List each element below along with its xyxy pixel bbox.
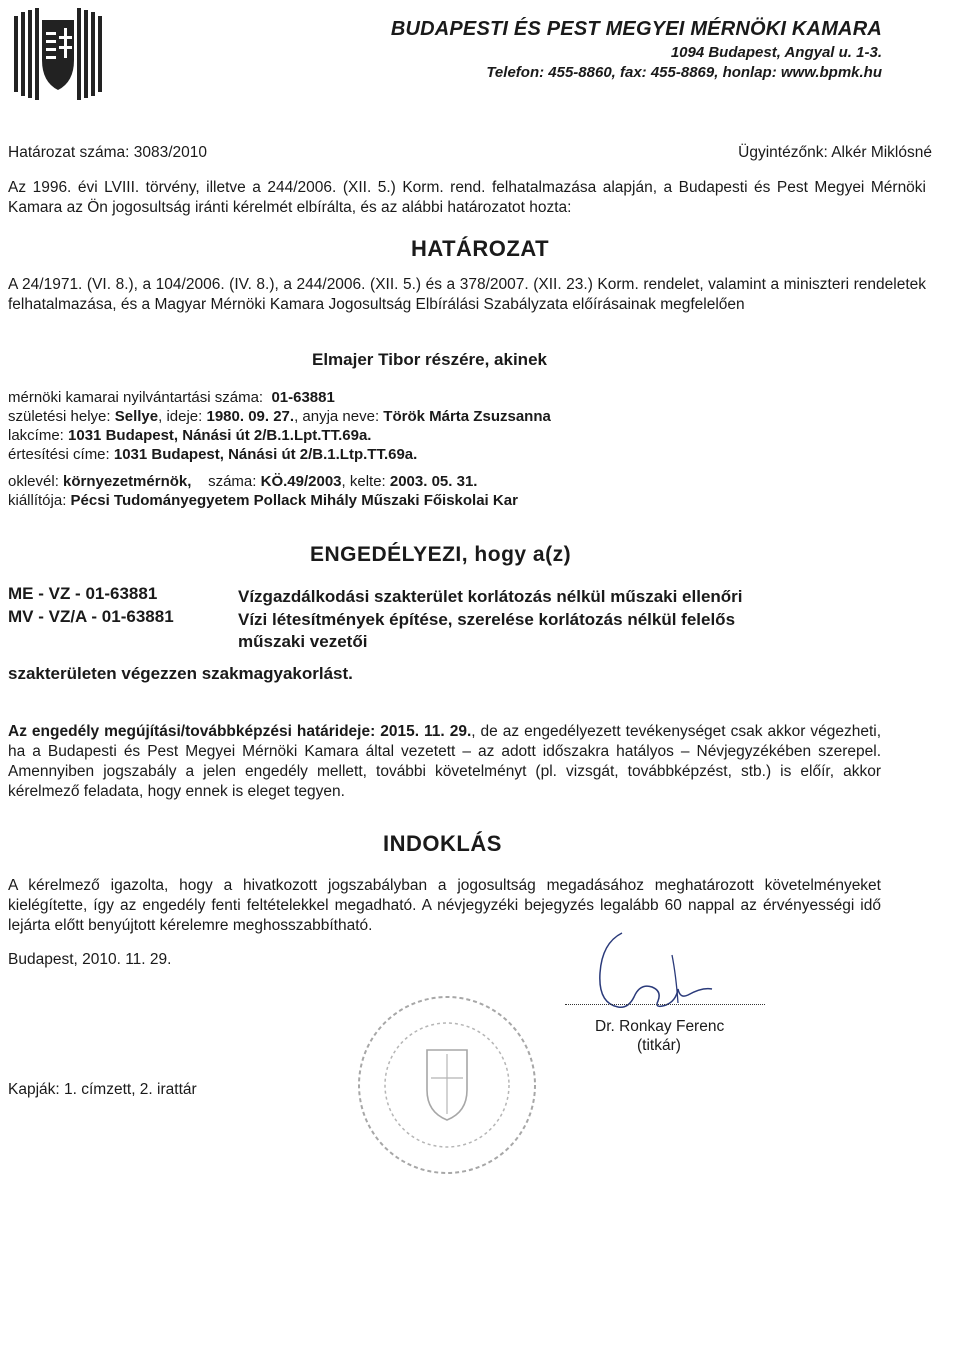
diploma-number: KÖ.49/2003 xyxy=(260,473,342,490)
diploma-issued-label: , kelte: xyxy=(341,473,386,490)
mail-address-value: 1031 Budapest, Nánási út 2/B.1.Ltp.TT.69a. xyxy=(113,446,418,463)
diploma-number-label: száma: xyxy=(208,473,257,490)
official-stamp-icon xyxy=(352,990,542,1180)
decision-number: Határozat száma: 3083/2010 xyxy=(8,144,208,161)
birth-date-label: , ideje: xyxy=(158,408,203,425)
signer-name: Dr. Ronkay Ferenc xyxy=(595,1018,725,1035)
org-name: BUDAPESTI ÉS PEST MEGYEI MÉRNÖKI KAMARA xyxy=(390,18,882,40)
issuer-label: kiállítója: xyxy=(8,492,67,509)
permit-code: MV - VZ/A - 01-63881 xyxy=(8,607,174,626)
title-engedelyezi: ENGEDÉLYEZI, hogy a(z) xyxy=(310,543,572,566)
title-indoklas: INDOKLÁS xyxy=(383,831,502,856)
renewal-text: , de az engedélyezett tevékenységet csak akkor végezheti, ha a Budapesti és Pest Megyei Mérnöki Kamara által vezetett – az adott időszakra hatályos – Névjegyzékében szerepel. Amennyiben jogszabály a jelen engedély mellett, további követelményt (pl. vizsgát, továbbképzést, stb.) is előír, akkor kérelmező feladata, hogy ennek is eleget tegyen. xyxy=(8,723,882,800)
diploma-row xyxy=(8,472,477,491)
diploma-issued-date: 2003. 05. 31. xyxy=(389,473,478,490)
signature-line xyxy=(565,1004,765,1005)
letterhead xyxy=(391,18,882,81)
renewal-paragraph xyxy=(8,722,881,802)
birth-date: 1980. 09. 27. xyxy=(206,408,295,425)
mother-label: , anyja neve: xyxy=(294,408,380,425)
birth-place: Sellye xyxy=(114,408,159,425)
clerk-name: Ügyintézőnk: Alkér Miklósné xyxy=(738,144,932,161)
diploma-value: környezetmérnök, xyxy=(63,473,192,490)
place-date: Budapest, 2010. 11. 29. xyxy=(8,951,172,968)
registration-row xyxy=(8,388,335,407)
birth-label: születési helye: xyxy=(8,408,111,425)
mother-name: Török Márta Zsuzsanna xyxy=(383,408,551,425)
issuer-row xyxy=(8,491,518,510)
reasoning-paragraph: A kérelmező igazolta, hogy a hivatkozott jogszabályban a jogosultság megadásához meghatározott követelményeket kielégítette, így az engedély fenti feltételekkel megadható. A névjegyzéki bejegyzés legalább 60 nappal az érvényességi idő lejárta előtt benyújtott kérelemre meghosszabbítható. xyxy=(8,877,881,934)
address-row xyxy=(8,426,371,445)
chamber-logo-icon xyxy=(10,6,106,102)
permit-text: Vízi létesítmények építése, szerelése korlátozás nélkül felelős műszaki vezetői xyxy=(238,610,736,651)
diploma-label: oklevél: xyxy=(8,473,59,490)
permit-text: Vízgazdálkodási szakterület korlátozás nélkül műszaki ellenőri xyxy=(238,587,743,606)
reg-value: 01-63881 xyxy=(271,389,335,406)
issuer-value: Pécsi Tudományegyetem Pollack Mihály Műszaki Főiskolai Kar xyxy=(70,492,518,509)
address-value: 1031 Budapest, Nánási út 2/B.1.Lpt.TT.69a. xyxy=(68,427,372,444)
org-address: 1094 Budapest, Angyal u. 1-3. xyxy=(670,44,882,61)
title-hatarozat: HATÁROZAT xyxy=(410,236,550,261)
mail-address-row xyxy=(8,445,417,464)
copies-line: Kapják: 1. címzett, 2. irattár xyxy=(8,1081,197,1098)
subject-line: Elmajer Tibor részére, akinek xyxy=(312,350,547,369)
permit-tail: szakterületen végezzen szakmagyakorlást. xyxy=(8,664,353,683)
legal-basis-paragraph: A 24/1971. (VI. 8.), a 104/2006. (IV. 8.), a 244/2006. (XII. 5.) és a 378/2007. (XII. 23.) Korm. rendelet, valamint a miniszteri rendeletek felhatalmazása, és a Magyar Mérnöki Kamara Jogosultság Elbírálási Szabályzata előírásainak megfelelően xyxy=(8,276,926,313)
reg-label: mérnöki kamarai nyilvántartási száma: xyxy=(8,389,264,406)
permit-code: ME - VZ - 01-63881 xyxy=(8,584,158,603)
renewal-deadline: Az engedély megújítási/továbbképzési határideje: 2015. 11. 29. xyxy=(8,723,472,740)
birth-row xyxy=(8,407,551,426)
intro-paragraph: Az 1996. évi LVIII. törvény, illetve a 244/2006. (XII. 5.) Korm. rend. felhatalmazása alapján, a Budapesti és Pest Megyei Mérnöki Kamara az Ön jogosultság iránti kérelmét elbírálta, és az alábbi határozatot hozta: xyxy=(8,179,926,216)
signer-role: (titkár) xyxy=(637,1037,681,1054)
address-label: lakcíme: xyxy=(8,427,64,444)
mail-address-label: értesítési címe: xyxy=(8,446,110,463)
signature-icon xyxy=(580,925,720,1020)
org-contact: Telefon: 455-8860, fax: 455-8869, honlap: www.bpmk.hu xyxy=(486,64,882,81)
